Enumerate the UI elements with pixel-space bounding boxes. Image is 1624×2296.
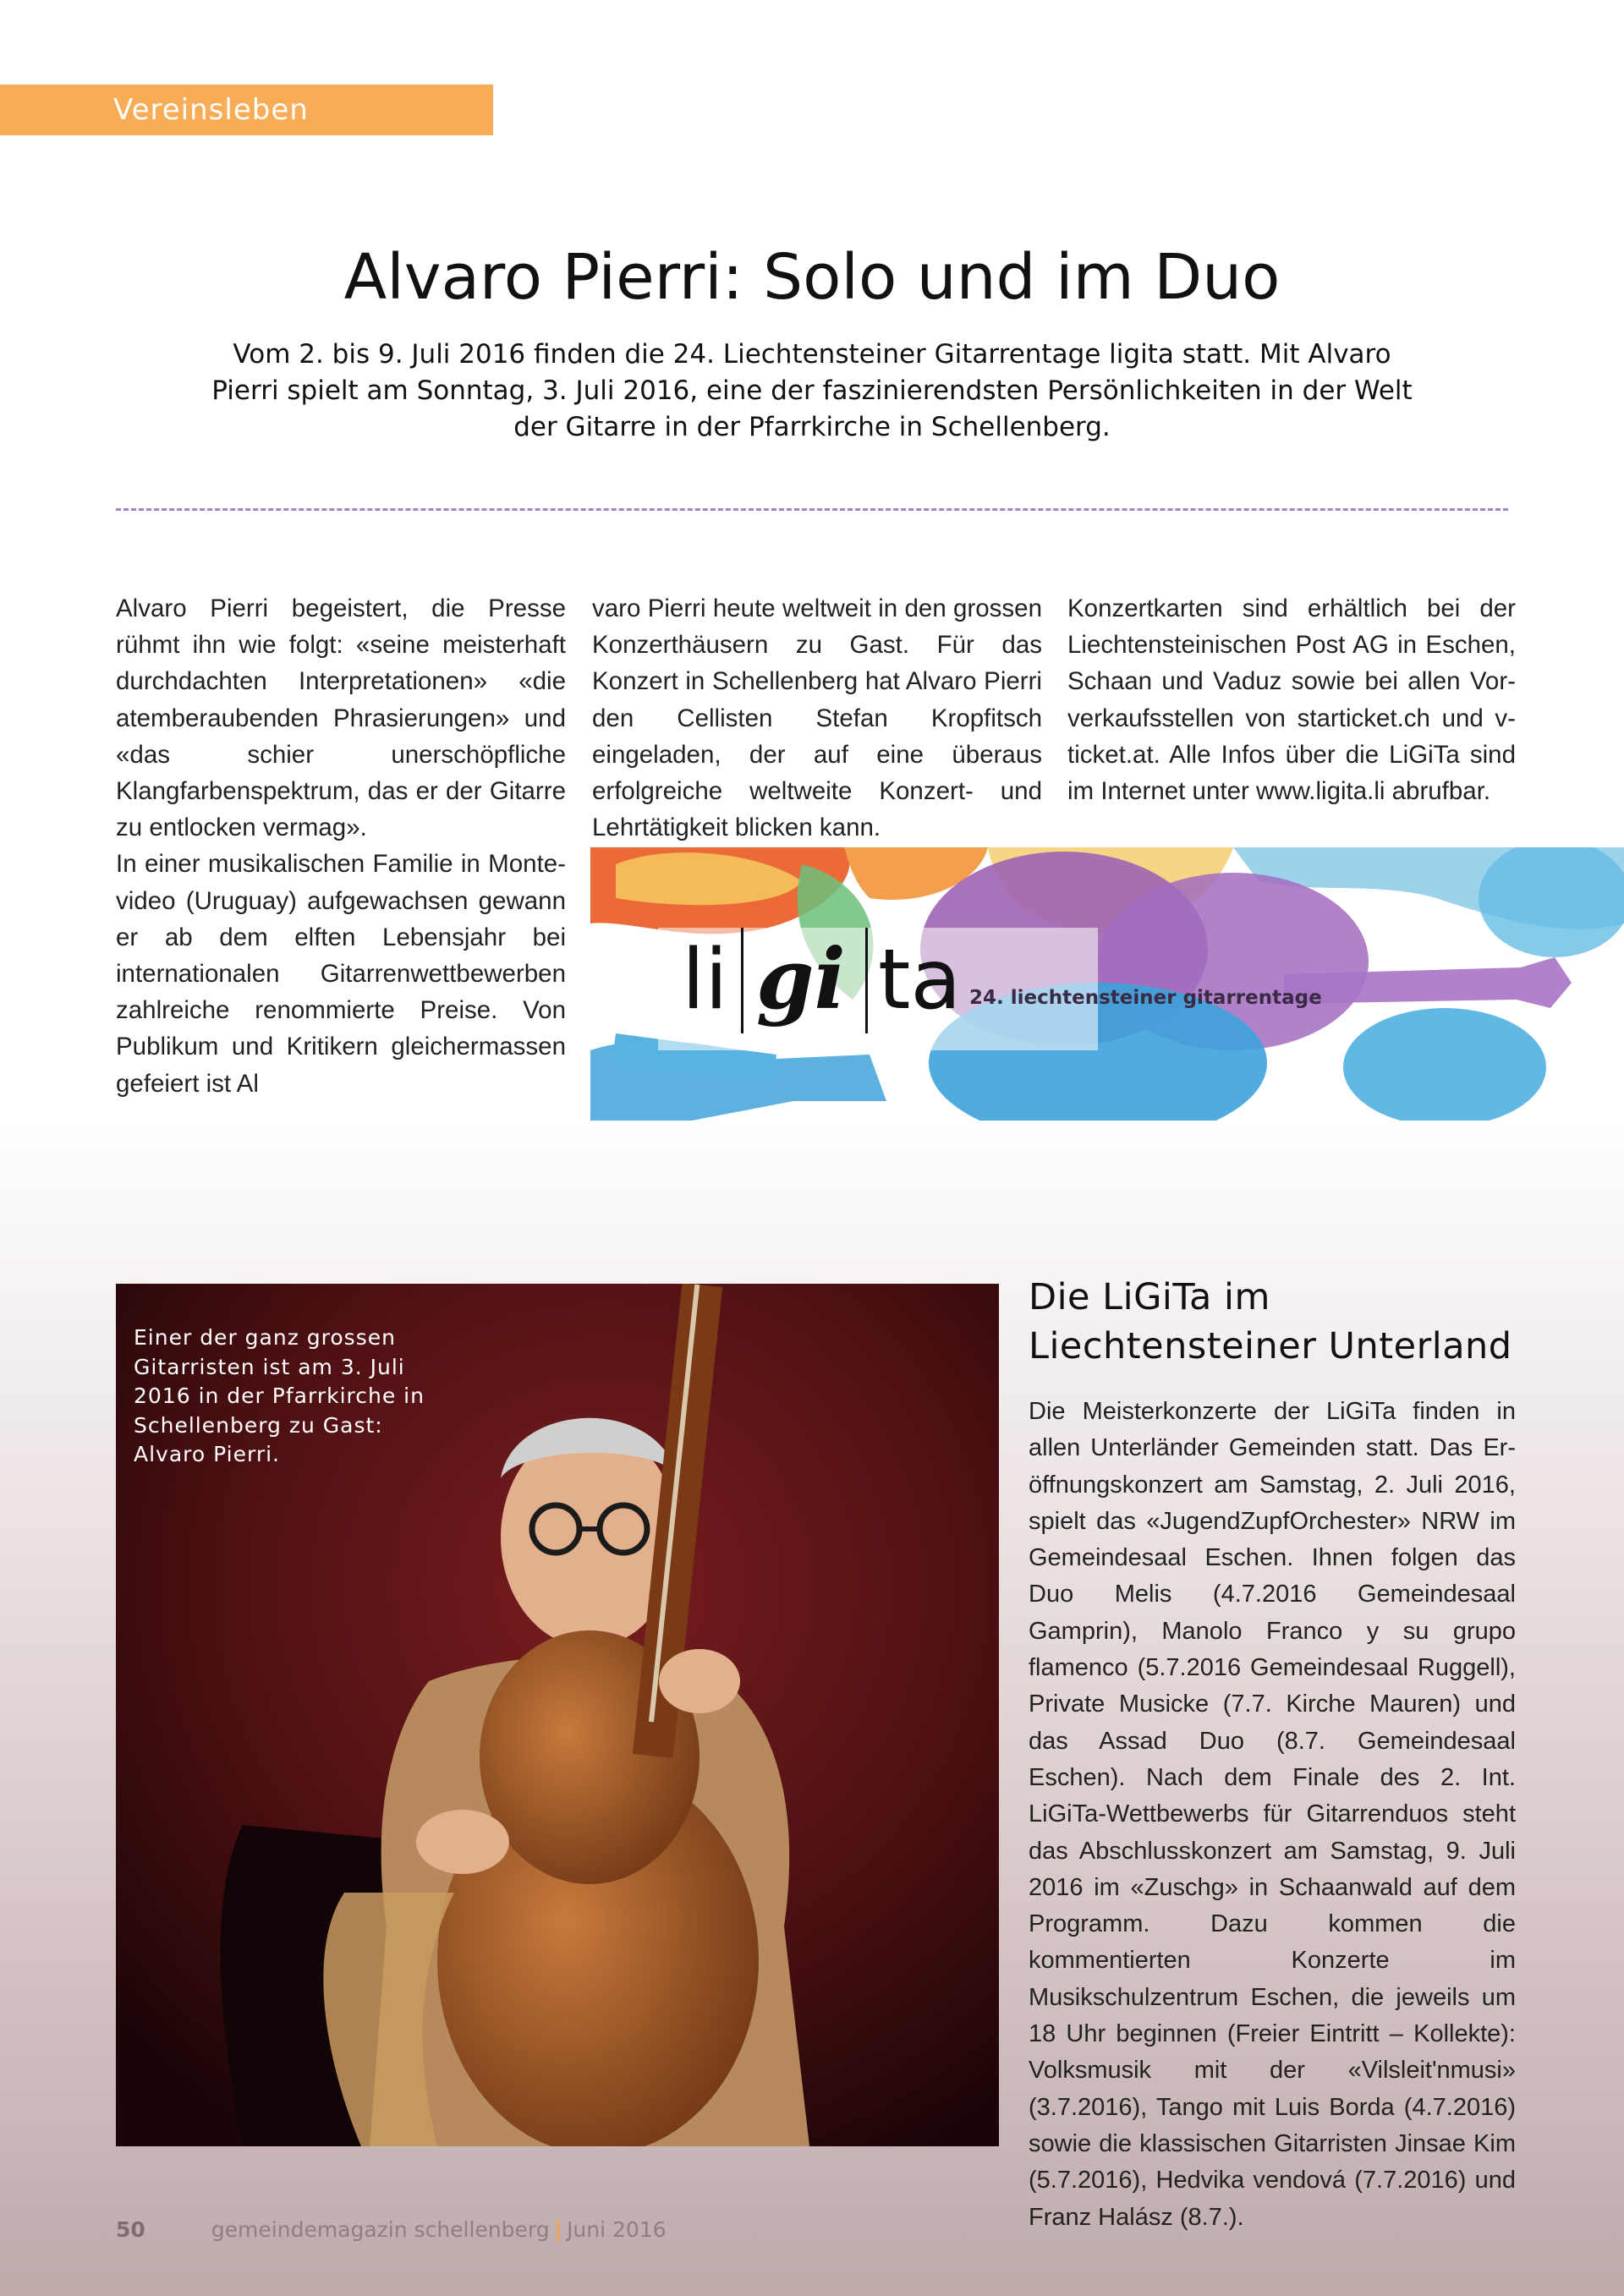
- footer-separator: |: [554, 2217, 562, 2242]
- publication-name: gemeindemagazin schellenberg: [211, 2217, 550, 2242]
- page-footer: [116, 2217, 667, 2242]
- article-column-1: [116, 590, 566, 1102]
- article-column-2: [592, 590, 1042, 846]
- sidebar-body: Die Meisterkonzerte der LiGiTa finden in allen Unterländer Gemeinden statt. Das Eröffnungskonzert am Samstag, 2. Juli 2016, spielt das «JugendZupfOrchester» NRW im Gemeindesaal Eschen. Ihnen folgen das Duo Melis (4.7.2016 Gemeindesaal Gamprin), Manolo Franco y su grupo flamenco (5.7.2016 Gemeindesaal Ruggell), Private Musicke (7.7. Kirche Mauren) und das Assad Duo (8.7. Gemeindesaal Eschen). Nach dem Finale des 2. Int. LiGiTa-Wettbewerbs für Gitarrenduos steht das Abschlusskonzert am Samstag, 9. Juli 2016 im «Zuschg» in Schaanwald auf dem Programm. Dazu kommen die kommentierten Konzerte im Musikschulzentrum Eschen, die jeweils um 18 Uhr beginnen (Freier Eintritt – Kollekte): Volksmusik mit der «Vilsleit'nmusi» (3.7.2016), Tango mit Luis Borda (4.7.2016) sowie die klassischen Gitarristen Jinsae Kim (5.7.2016), Hedvika vendová (7.7.2016) und Franz Halász (8.7.).: [1029, 1398, 1516, 2231]
- sidebar-title-line-2: Liechtensteiner Unterland: [1029, 1325, 1512, 1367]
- issue-date: Juni 2016: [567, 2217, 667, 2242]
- article-column-3: [1067, 590, 1516, 809]
- ligita-banner: [590, 847, 1624, 1121]
- logo-ta: ta: [878, 932, 962, 1028]
- paragraph: In einer musikalischen Familie in Montevideo (Uruguay) aufgewachsen gewann er ab dem elften Lebensjahr bei internationalen Gitarrenwettbewerben zahlreiche renommierte Preise. Von Publikum und Kritikern gleichermassen gefeiert ist Al: [116, 850, 566, 1098]
- article-lead: Vom 2. bis 9. Juli 2016 finden die 24. Liechtensteiner Gitarrentage ligita statt. Mit Alvaro Pierri spielt am Sonntag, 3. Juli 2016, eine der faszinierendsten Persönlichkeiten in der Welt der Gitarre in der Pfarrkirche in Schellenberg.: [211, 339, 1413, 442]
- paragraph: Alvaro Pierri begeistert, die Presse rühmt ihn wie folgt: «seine meisterhaft durchdachten Interpretationen» «die atemberaubenden Phrasierungen» und «das schier unerschöpfliche Klangfarbenspektrum, das er der Gitarre zu entlocken vermag».: [116, 595, 566, 842]
- banner-tagline: 24. liechtensteiner gitarrentage: [969, 987, 1322, 1009]
- sidebar-title: [1029, 1273, 1536, 1371]
- page-number: 50: [116, 2217, 145, 2242]
- sidebar-title-line-1: Die LiGiTa im: [1029, 1276, 1270, 1318]
- logo-li: li: [682, 932, 728, 1028]
- guitar-shapes-graphic: [590, 847, 1624, 1121]
- article-title: Alvaro Pierri: Solo und im Duo: [343, 241, 1281, 314]
- logo-gi: gi: [756, 931, 846, 1028]
- photo-caption: Einer der ganz grossen Gitarristen ist am 3. Juli 2016 in der Pfarrkirche in Schellenberg zu Gast: Alvaro Pierri.: [134, 1325, 425, 1466]
- paragraph: varo Pierri heute weltweit in den grossen Konzerthäusern zu Gast. Für das Konzert in Schellenberg hat Alvaro Pierri den Cellisten Stefan Kropfitsch eingeladen, der auf eine überaus erfolgreiche weltweite Konzert- und Lehrtätigkeit blicken kann.: [592, 595, 1042, 842]
- dashed-divider: [116, 508, 1508, 511]
- section-tab: Vereinsleben: [0, 85, 493, 135]
- paragraph: Konzertkarten sind erhältlich bei der Liechtensteinischen Post AG in Eschen, Schaan und Vaduz sowie bei allen Vorverkaufsstellen von starticket.ch und v-ticket.at. Alle Infos über die LiGiTa sind im Internet unter www.ligita.li abrufbar.: [1067, 595, 1516, 806]
